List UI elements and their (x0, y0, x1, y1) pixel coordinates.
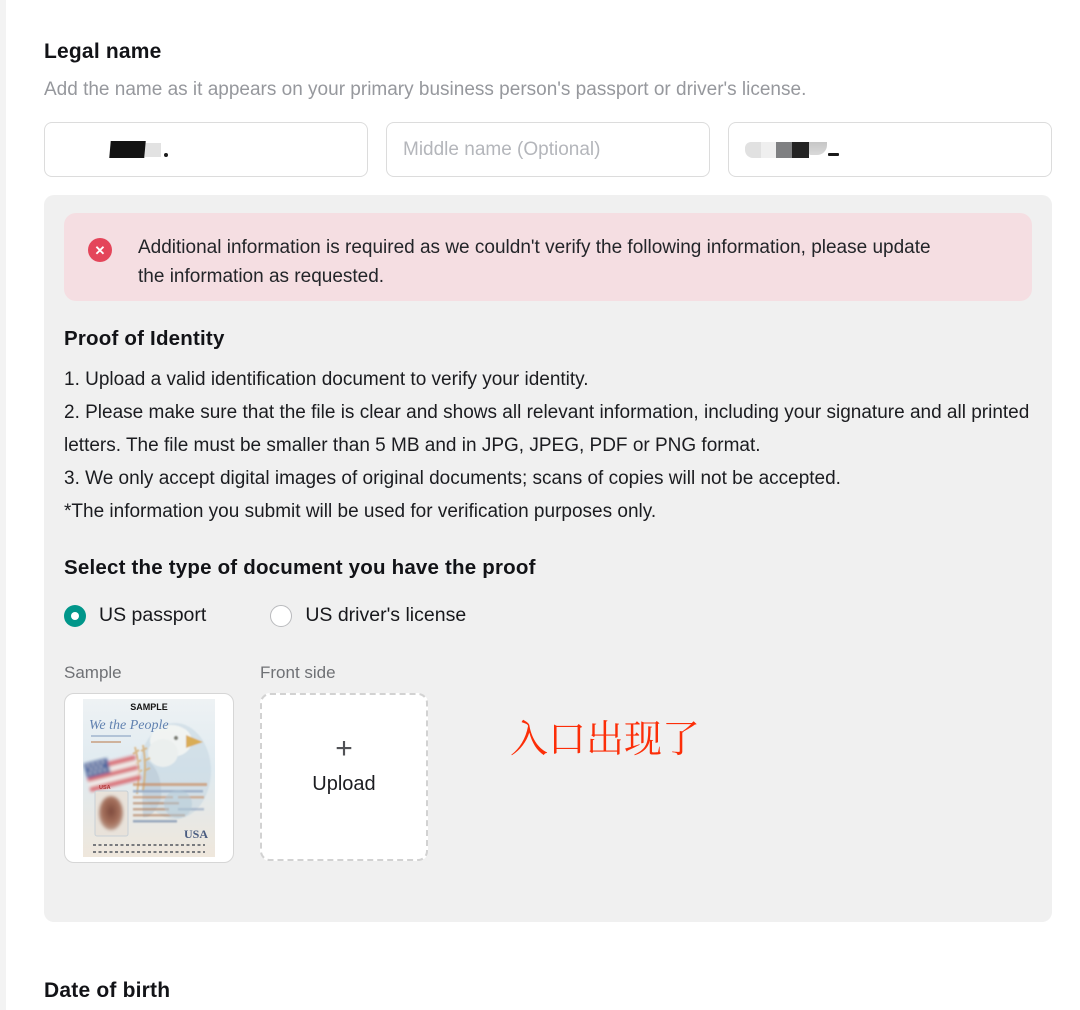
instruction-footnote: *The information you submit will be used for verification purposes only. (64, 501, 657, 522)
page-left-edge (0, 0, 6, 1010)
radio-label[interactable]: US driver's license (305, 604, 467, 626)
proof-instructions (64, 363, 1032, 528)
date-of-birth-title: Date of birth (44, 979, 171, 1002)
redacted-first-name (110, 141, 168, 158)
instruction-line: 1. Upload a valid identification document to verify your identity. (64, 369, 589, 390)
legal-name-description: Add the name as it appears on your primary business person's passport or driver's license. (44, 79, 807, 100)
last-name-input[interactable] (728, 122, 1052, 177)
passport-sample-image (83, 699, 215, 857)
proof-of-identity-panel (44, 195, 1052, 922)
proof-of-identity-title: Proof of Identity (64, 327, 225, 350)
svg-text:USA: USA (99, 785, 111, 791)
upload-column (260, 663, 428, 863)
radio-selected-icon[interactable] (64, 605, 86, 627)
error-alert (64, 213, 1032, 301)
radio-unselected-icon[interactable] (270, 605, 292, 627)
sample-label: Sample (64, 663, 122, 682)
middle-name-input[interactable] (386, 122, 710, 177)
first-name-input[interactable] (44, 122, 368, 177)
document-type-title: Select the type of document you have the proof (64, 556, 536, 579)
instruction-line: 3. We only accept digital images of original documents; scans of copies will not be accepted. (64, 468, 841, 489)
radio-option-us-passport[interactable] (64, 604, 206, 627)
svg-text:We the People: We the People (89, 718, 169, 733)
instruction-line: 2. Please make sure that the file is clear and shows all relevant information, including your signature and all printed letters. The file must be smaller than 5 MB and in JPG, JPEG, PDF or PNG format. (64, 402, 1030, 456)
radio-label[interactable]: US passport (99, 604, 207, 626)
plus-icon: + (335, 732, 353, 765)
redacted-last-name (745, 142, 839, 158)
legal-name-title: Legal name (44, 40, 162, 63)
front-side-label: Front side (260, 663, 336, 682)
upload-button[interactable] (260, 693, 428, 861)
upload-button-label: Upload (312, 773, 376, 795)
form-content (44, 0, 1052, 1003)
legal-name-inputs (44, 122, 1052, 177)
error-alert-text: Additional information is required as we couldn't verify the following information, please update the information as requested. (138, 237, 931, 287)
svg-text:SAMPLE: SAMPLE (130, 702, 168, 712)
svg-text:USA: USA (184, 827, 209, 841)
upload-section (64, 663, 1032, 863)
document-type-options (64, 604, 1032, 627)
error-circle-x-icon: ✕ (88, 238, 112, 262)
radio-option-us-drivers-license[interactable] (270, 604, 466, 627)
middle-name-placeholder: Middle name (Optional) (403, 138, 601, 160)
red-annotation-text: 入口出现了 (510, 719, 701, 761)
passport-sample-card (64, 693, 234, 863)
sample-column (64, 663, 234, 863)
